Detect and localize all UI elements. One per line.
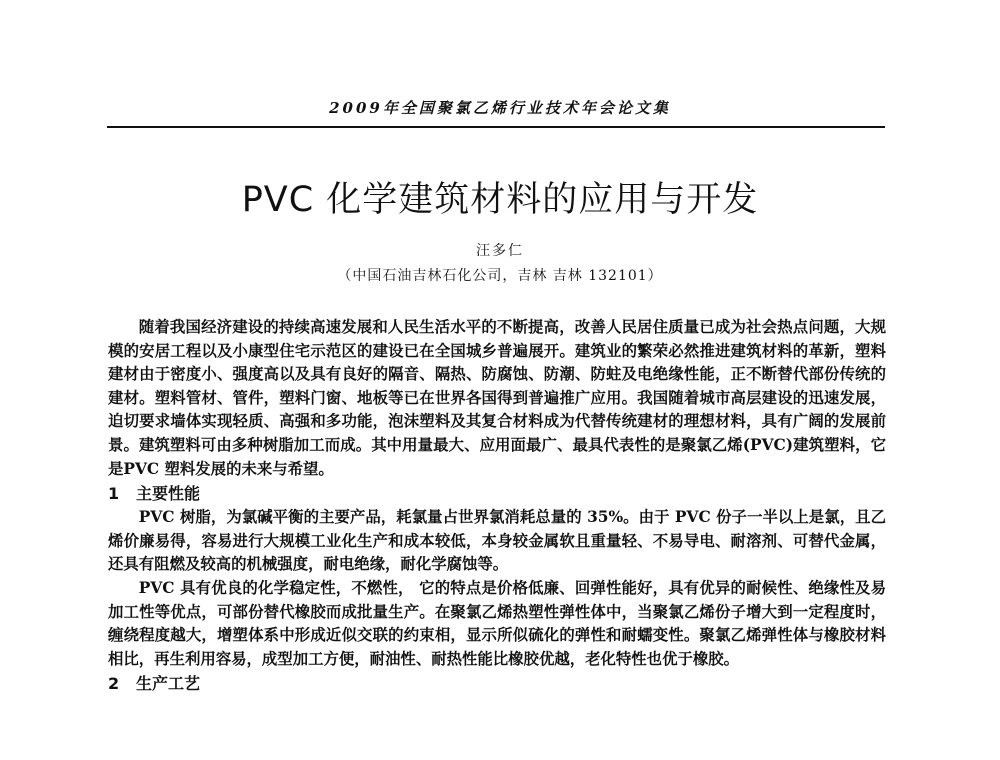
article-body — [108, 316, 886, 696]
section-1-paragraph-2: PVC 具有优良的化学稳定性，不燃性， 它的特点是价格低廉、回弹性能好，具有优异的耐候性、绝缘性及易加工性等优点，可部份替代橡胶而成批量生产。在聚氯乙烯热塑性弹性体中，当聚氯乙烯份子增大到一定程度时，缠绕程度越大，增塑体系中形成近似交联的约束相，显示所似硫化的弹性和耐蠕变性。聚氯乙烯弹性体与橡胶材料相比，再生利用容易，成型加工方便，耐油性、耐热性能比橡胶优越，老化特性也优于橡胶。 — [108, 578, 886, 668]
section-2-title: 生产工艺 — [136, 674, 201, 694]
article-title: PVC 化学建筑材料的应用与开发 — [241, 180, 759, 220]
author: 汪多仁 — [476, 243, 524, 259]
section-1-heading — [108, 481, 886, 506]
section-1-paragraph-1: PVC 树脂，为氯碱平衡的主要产品，耗氯量占世界氯消耗总量的 35%。由于 PVC 份子一半以上是氯，且乙烯价廉易得，容易进行大规模工业化生产和成本较低，本身较金属软且重量轻、不易导电、耐溶剂、可替代金属，还具有阻燃及较高的机械强度，耐电绝缘，耐化学腐蚀等。 — [108, 508, 886, 574]
affiliation: （中国石油吉林石化公司，吉林 吉林 132101） — [337, 268, 663, 284]
running-head: 2009年全国聚氯乙烯行业技术年会论文集 — [329, 99, 671, 117]
section-2-number: 2 — [108, 674, 120, 694]
section-2-heading — [108, 671, 886, 696]
intro-paragraph: 随着我国经济建设的持续高速发展和人民生活水平的不断提高，改善人民居住质量已成为社会热点问题，大规模的安居工程以及小康型住宅示范区的建设已在全国城乡普遍展开。建筑业的繁荣必然推进建筑材料的革新，塑料建材由于密度小、强度高以及具有良好的隔音、隔热、防腐蚀、防潮、防蛀及电绝缘性能，正不断替代部份传统的建材。塑料管材、管件，塑料门窗、地板等已在世界各国得到普遍推广应用。我国随着城市高层建设的迅速发展，迫切要求墙体实现轻质、高强和多功能，泡沫塑料及其复合材料成为代替传统建材的理想材料，具有广阔的发展前景。建筑塑料可由多种树脂加工而成。其中用量最大、应用面最广、最具代表性的是聚氯乙烯(PVC)建筑塑料，它是PVC 塑料发展的未来与希望。 — [108, 318, 886, 478]
section-1-title: 主要性能 — [136, 484, 201, 504]
header-rule — [107, 126, 885, 128]
section-1-number: 1 — [108, 484, 120, 504]
